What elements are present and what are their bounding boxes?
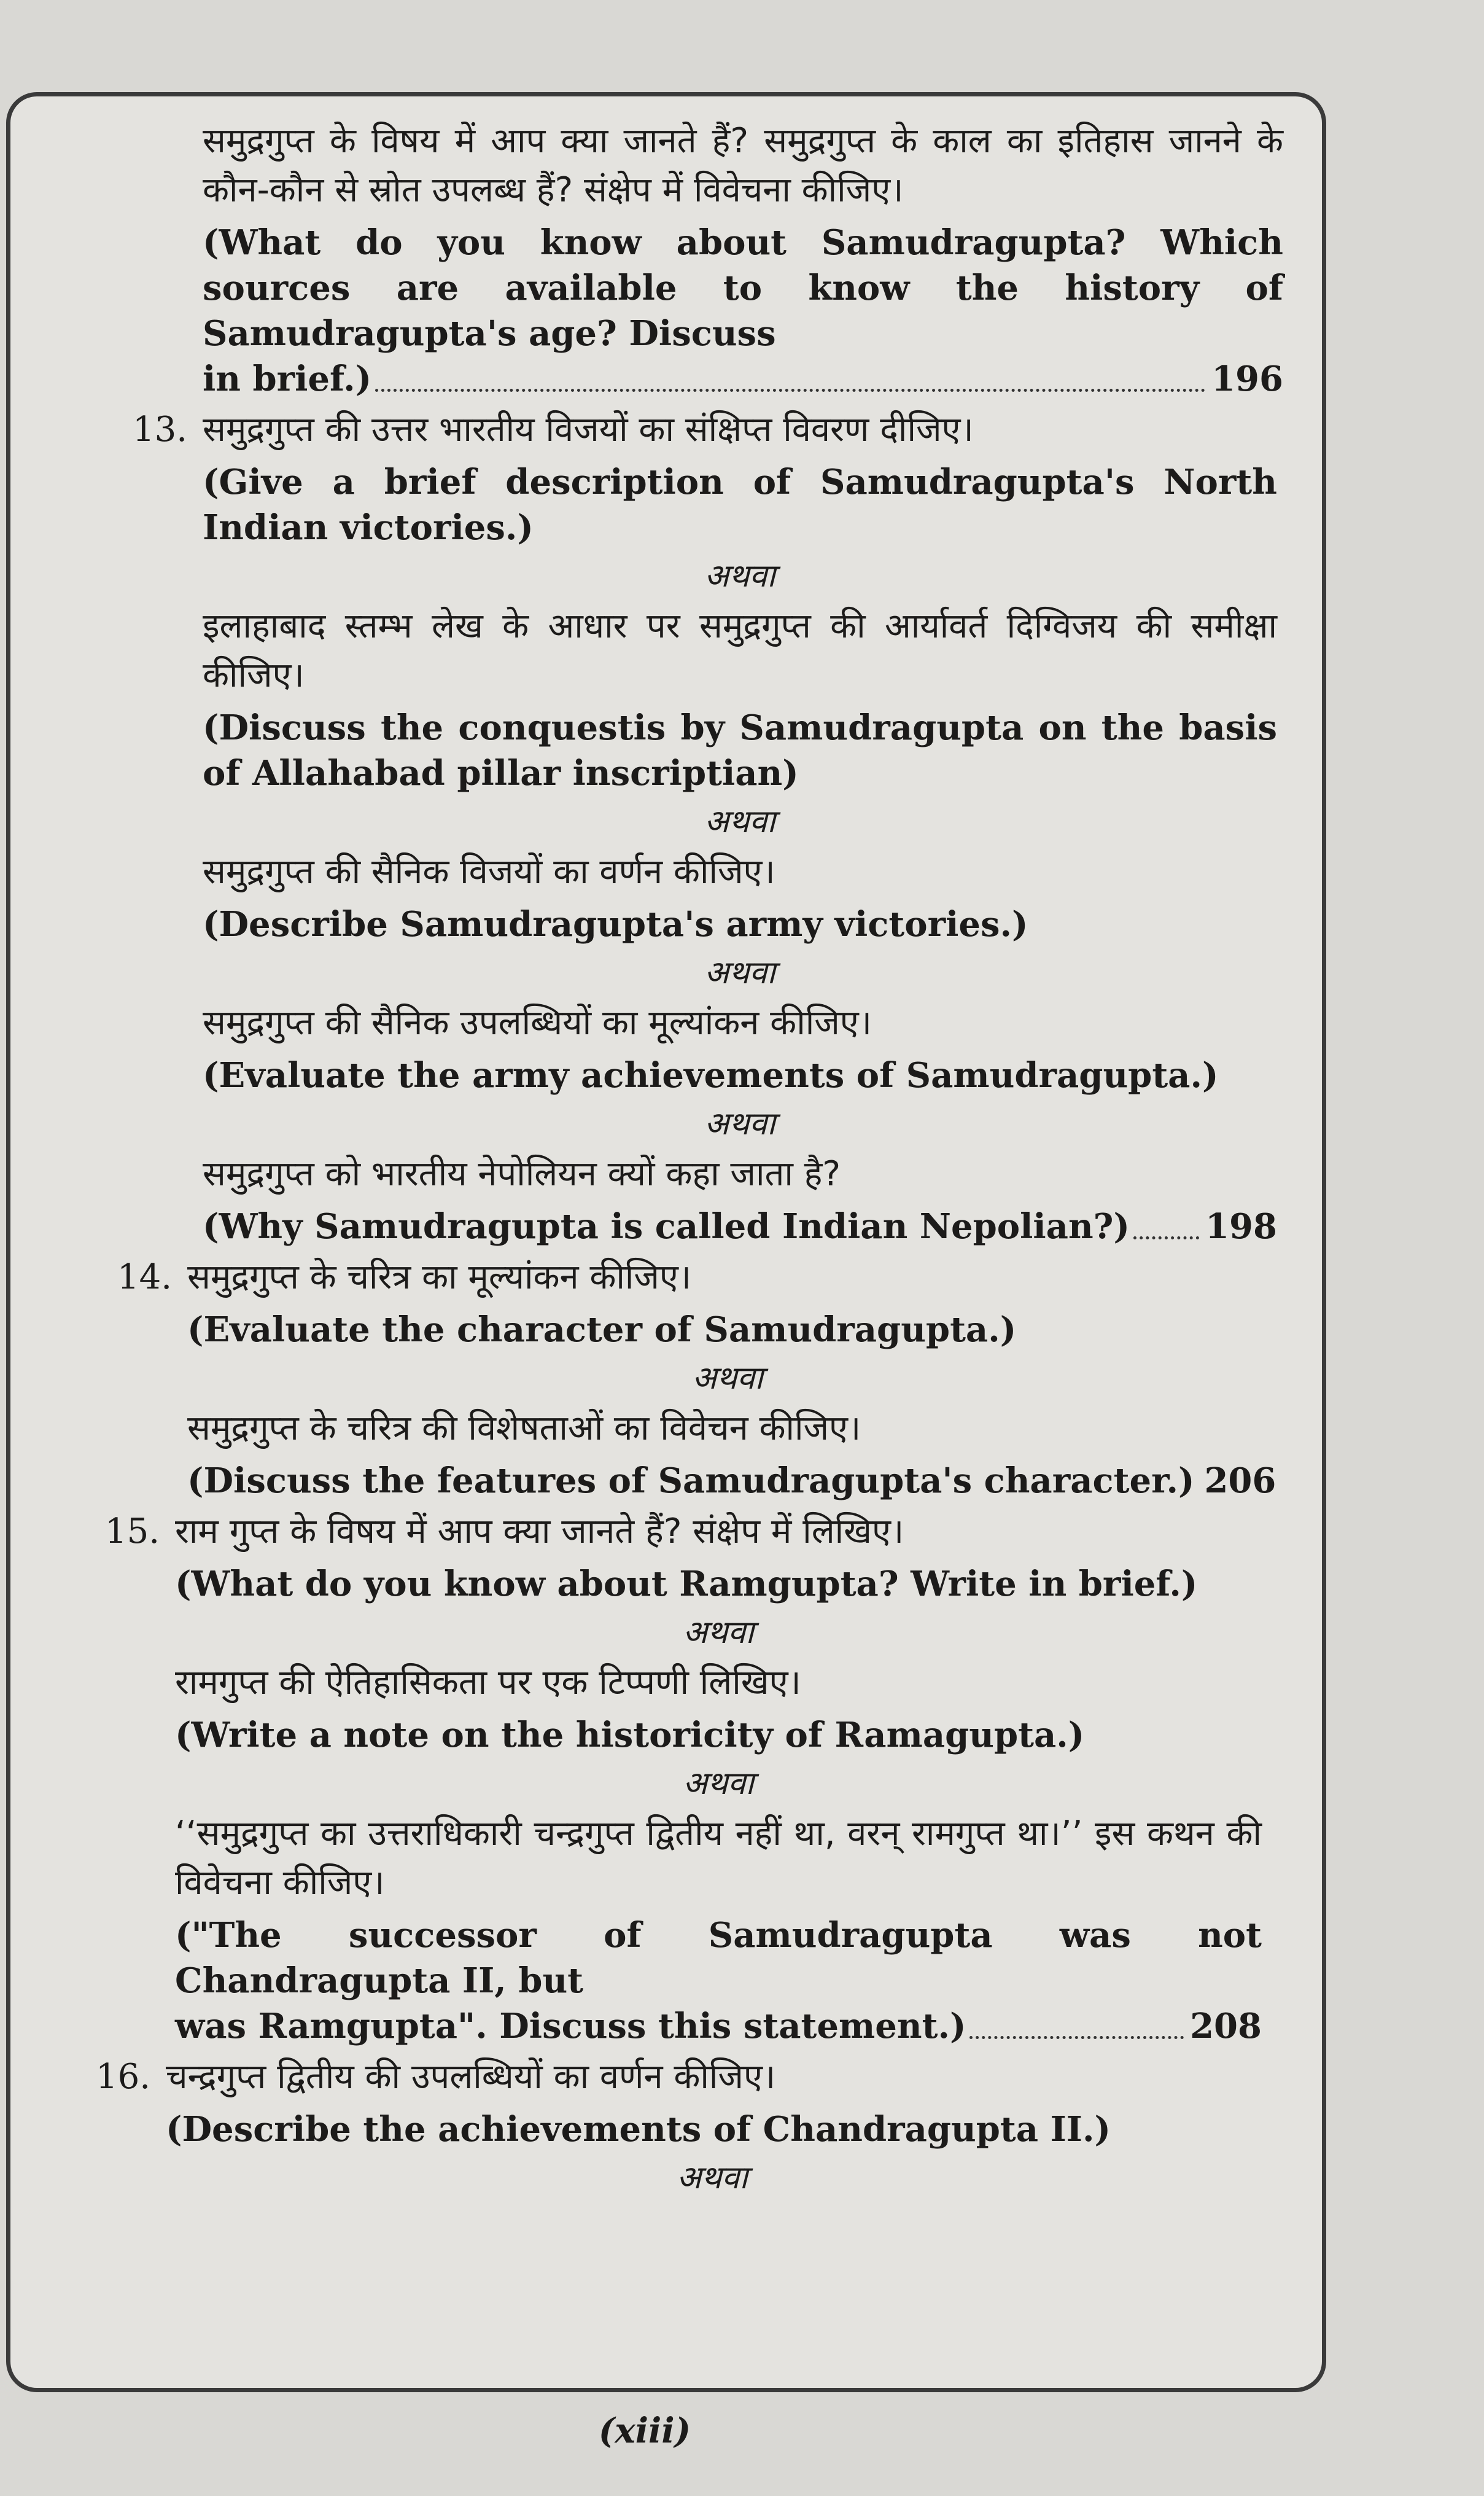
question-number: 13. xyxy=(132,410,187,450)
dot-leader xyxy=(969,2036,1184,2039)
english-question-line xyxy=(203,356,1283,402)
english-question-text: in brief.) xyxy=(203,359,372,399)
question-block xyxy=(166,2053,1259,2152)
toc-question xyxy=(203,117,1283,402)
hindi-question: समुद्रगुप्त की सैनिक विजयों का वर्णन कीजिए। xyxy=(203,852,775,892)
hindi-question: रामगुप्त की ऐतिहासिकता पर एक टिप्पणी लिखिए। xyxy=(175,1663,801,1702)
question-block xyxy=(187,1253,1268,1352)
question-block xyxy=(203,1150,1277,1249)
question-block xyxy=(175,1658,1262,1758)
hindi-question: समुद्रगुप्त के विषय में आप क्या जानते हैं? समुद्रगुप्त के काल का इतिहास जानने के कौन-कौन से स्रोत उपलब्ध हैं? संक्षेप में विवेचना कीजिए। xyxy=(203,121,1283,210)
hindi-question: समुद्रगुप्त को भारतीय नेपोलियन क्यों कहा जाता है? xyxy=(203,1154,841,1194)
english-question: (Evaluate the character of Samudragupta.) xyxy=(187,1309,1017,1350)
english-question: (Evaluate the army achievements of Samudragupta.) xyxy=(203,1055,1219,1096)
toc-question xyxy=(95,2053,1259,2204)
athva-separator: अथवा xyxy=(704,558,775,595)
page-number: (xiii) xyxy=(598,2411,691,2451)
english-question: (Describe the achievements of Chandragupta II.) xyxy=(166,2109,1111,2150)
hindi-question: समुद्रगुप्त की उत्तर भारतीय विजयों का संक्षिप्त विवरण दीजिए। xyxy=(203,410,974,450)
english-question-text: was Ramgupta". Discuss this statement.) xyxy=(175,2006,966,2046)
athva-separator: अथवा xyxy=(683,1765,754,1802)
hindi-question: समुद्रगुप्त के चरित्र की विशेषताओं का विवेचन कीजिए। xyxy=(187,1408,861,1448)
english-question: (Describe Samudragupta's army victories.) xyxy=(203,904,1028,945)
english-question-text: (Why Samudragupta is called Indian Nepolian?) xyxy=(203,1206,1130,1247)
question-block xyxy=(203,999,1277,1098)
english-question: (Write a note on the historicity of Ramagupta.) xyxy=(175,1715,1085,1755)
athva-separator: अथवा xyxy=(704,1106,775,1142)
question-block xyxy=(203,405,1277,550)
question-block xyxy=(187,1404,1276,1503)
english-question: (Give a brief description of Samudragupta's North Indian victories.) xyxy=(203,462,1277,548)
page-reference: 208 xyxy=(1190,2006,1262,2046)
hindi-question: इलाहाबाद स्तम्भ लेख के आधार पर समुद्रगुप्त की आर्यावर्त दिग्विजय की समीक्षा कीजिए। xyxy=(203,606,1277,695)
hindi-question: चन्द्रगुप्त द्वितीय की उपलब्धियों का वर्णन कीजिए। xyxy=(166,2057,776,2097)
english-question: (What do you know about Ramgupta? Write in brief.) xyxy=(175,1564,1198,1604)
english-question-line xyxy=(175,2003,1262,2049)
athva-separator: अथवा xyxy=(704,954,775,991)
question-number: 16. xyxy=(95,2057,150,2097)
dot-leader xyxy=(375,389,1205,392)
english-question-line xyxy=(203,1204,1277,1249)
page-reference: 196 xyxy=(1211,359,1283,399)
hindi-question: समुद्रगुप्त की सैनिक उपलब्धियों का मूल्यांकन कीजिए। xyxy=(203,1003,872,1043)
hindi-question: राम गुप्त के विषय में आप क्या जानते हैं? संक्षेप में लिखिए। xyxy=(175,1511,904,1551)
question-number: 15. xyxy=(104,1511,160,1551)
toc-question xyxy=(117,1253,1276,1503)
toc-question xyxy=(104,1507,1262,2049)
english-question: (What do you know about Samudragupta? Which sources are available to know the history of Samudragupta's age? Discuss xyxy=(203,222,1283,354)
english-question: ("The successor of Samudragupta was not Chandragupta II, but xyxy=(175,1915,1262,2001)
hindi-question: ‘‘समुद्रगुप्त का उत्तराधिकारी चन्द्रगुप्त द्वितीय नहीं था, वरन् रामगुप्त था।’’ इस कथन की विवेचना कीजिए। xyxy=(175,1814,1262,1903)
question-block xyxy=(175,1809,1262,2049)
athva-separator: अथवा xyxy=(677,2159,748,2196)
english-question-text: (Discuss the features of Samudragupta's character.) xyxy=(187,1461,1195,1501)
question-number: 14. xyxy=(117,1257,172,1297)
question-block xyxy=(203,848,1277,947)
english-question-line xyxy=(187,1458,1276,1503)
hindi-question: समुद्रगुप्त के चरित्र का मूल्यांकन कीजिए। xyxy=(187,1257,692,1297)
question-block xyxy=(175,1507,1262,1607)
athva-separator: अथवा xyxy=(692,1360,763,1397)
english-question: (Discuss the conquestis by Samudragupta on the basis of Allahabad pillar inscriptian) xyxy=(203,708,1277,794)
question-block xyxy=(203,117,1283,402)
table-of-contents xyxy=(0,117,1314,2207)
question-block xyxy=(203,602,1277,796)
athva-separator: अथवा xyxy=(704,803,775,840)
page-reference: 206 xyxy=(1204,1461,1276,1501)
page-reference: 198 xyxy=(1205,1206,1277,1247)
athva-separator: अथवा xyxy=(683,1614,754,1651)
dot-leader xyxy=(1133,1236,1199,1239)
toc-question xyxy=(132,405,1277,1249)
